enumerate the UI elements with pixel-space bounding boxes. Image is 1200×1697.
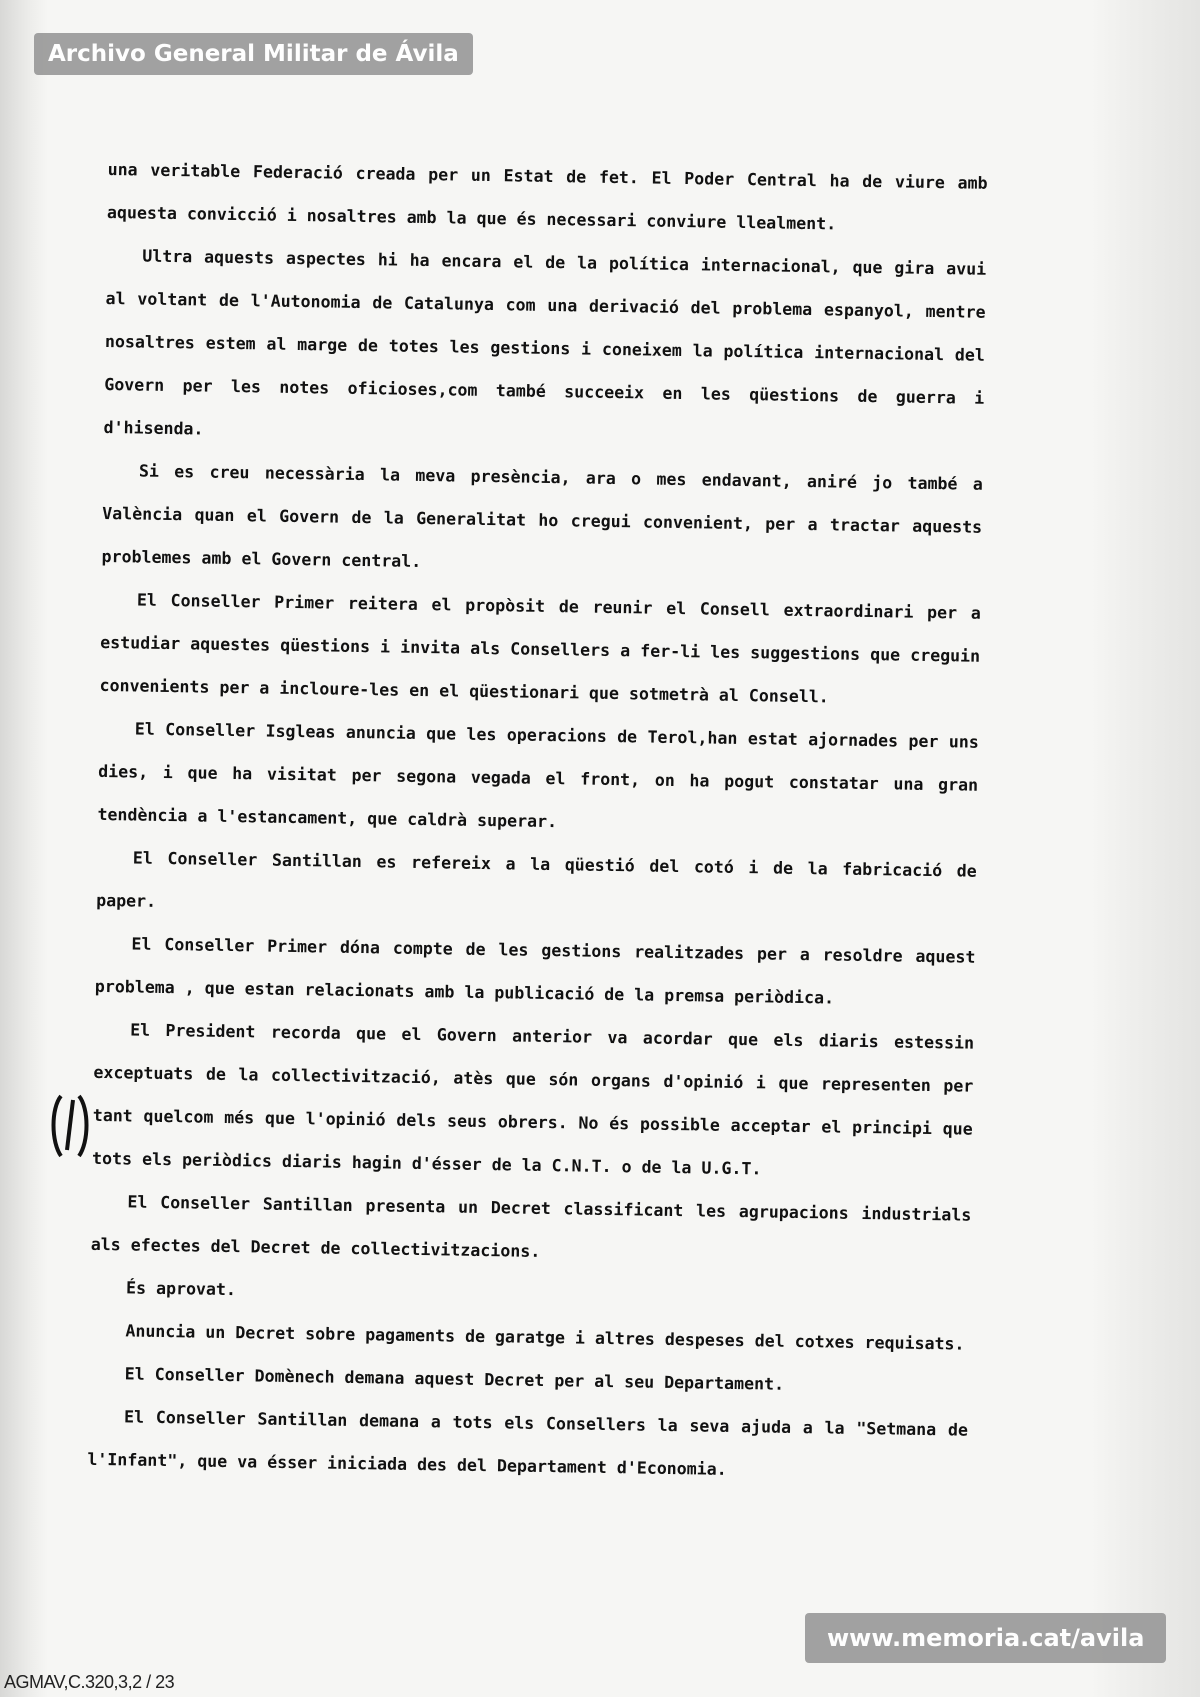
archive-reference: AGMAV,C.320,3,2 / 23 xyxy=(4,1672,175,1692)
paragraph: El Conseller Isgleas anuncia que les operacions de Terol,han estat ajornades per uns dies, i que ha visitat per segona vegada el front, on ha pogut constatar una gran tendència a l'estancament, que caldrà superar. xyxy=(97,719,979,832)
archive-watermark: Archivo General Militar de Ávila xyxy=(34,33,473,75)
paragraph: una veritable Federació creada per un Estat de fet. El Poder Central ha de viure amb aquesta convicció i nosaltres amb la que és necessari conviure llealment. xyxy=(106,159,988,234)
paragraph: El President recorda que el Govern anterior va acordar que els diaris estessin exceptuats de la collectivització, atès que són organs d'opinió i que representen per tant quelcom més que l'opinió dels seus obrers. No és possible acceptar el principi que tots els periòdics diaris hagin d'ésser de la C.N.T. o de la U.G.T. xyxy=(91,1020,975,1179)
document-body xyxy=(87,148,988,1495)
paragraph: El Conseller Santillan demana a tots els Consellers la seva ajuda a la "Setmana de l'Infant", que va ésser iniciada des del Departament d'Economia. xyxy=(87,1407,969,1479)
paragraph: És aprovat. xyxy=(125,1278,237,1300)
scan-right-edge xyxy=(1090,0,1200,1697)
paragraph: El Conseller Santillan es refereix a la qüestió del cotó i de la fabricació de paper. xyxy=(96,848,977,911)
handwritten-margin-mark xyxy=(47,1090,93,1160)
paragraph: El Conseller Santillan presenta un Decret classificant les agrupacions industrials als efectes del Decret de collectivitzacions. xyxy=(90,1192,972,1261)
paragraph: Anuncia un Decret sobre pagaments de garatge i altres despeses del cotxes requisats. xyxy=(125,1321,965,1354)
paragraph: El Conseller Primer reitera el propòsit de reunir el Consell extraordinari per a estudiar aquestes qüestions i invita als Consellers a fer-li les suggestions que creguin convenients per a incloure-les en el qüestionari que sotmetrà al Consell. xyxy=(99,590,981,707)
paragraph: El Conseller Primer dóna compte de les gestions realitzades per a resoldre aquest problema , que estan relacionats amb la publicació de la premsa periòdica. xyxy=(94,934,976,1008)
paragraph: El Conseller Domènech demana aquest Decret per al seu Departament. xyxy=(124,1364,785,1394)
paragraph: Ultra aquests aspectes hi ha encara el de la política internacional, que gira avui al voltant de l'Autonomia de Catalunya com una derivació del problema espanyol, mentre nosaltres estem al marge de totes les gestions i coneixem la política internacional del Govern per les notes oficioses,com també succeeix en les qüestions de guerra i d'hisenda. xyxy=(103,246,987,439)
site-url-badge: www.memoria.cat/avila xyxy=(805,1613,1166,1663)
scan-left-edge xyxy=(0,0,48,1697)
paragraph: Si es creu necessària la meva presència, ara o mes endavant, aniré jo també a València quan el Govern de la Generalitat ho cregui convenient, per a tractar aquests problemes amb el Govern central. xyxy=(101,461,983,571)
